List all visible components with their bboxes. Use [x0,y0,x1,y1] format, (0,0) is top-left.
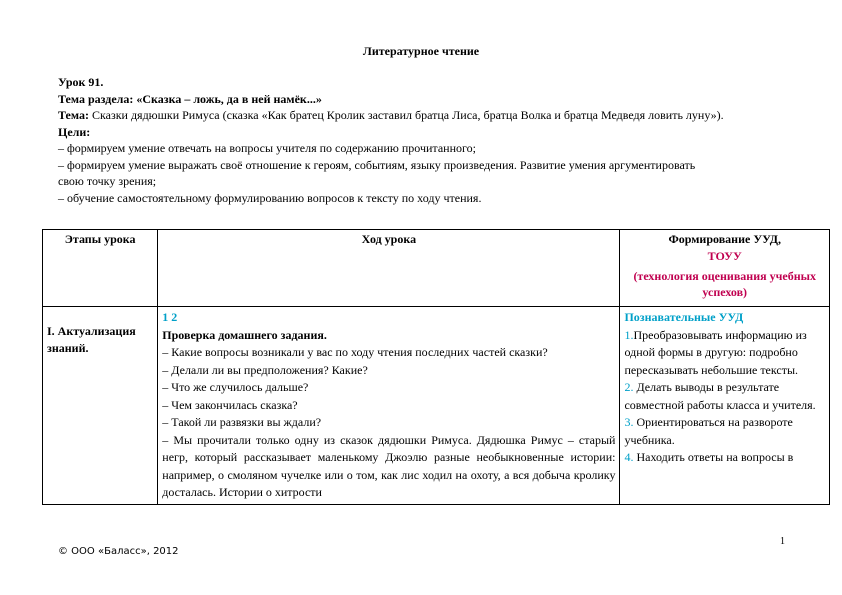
uud-item [624,449,825,467]
uud-item-number: 1. [624,327,634,342]
topic-value: Сказки дядюшки Римуса (сказка «Как братец Кролик заставил братца Лиса, братца Волка и братца Медведя ловить луну»). [91,108,724,122]
course-line: – Делали ли вы предположения? Какие? [162,362,368,377]
goal-item: – формируем умение отвечать на вопросы учителя по содержанию прочитанного; [58,141,476,155]
section-value: «Сказка – ложь, да в ней намёк...» [136,91,322,106]
lesson-intro [58,74,798,206]
table-row [43,307,830,505]
uud-item-number: 3. [624,415,634,429]
header-course: Ход урока [158,230,620,307]
page-number: 1 [780,536,785,547]
header-stages: Этапы урока [43,230,158,307]
header-uud-title: Формирование УУД, [668,232,781,246]
uud-item [624,327,825,380]
course-line: – Чем закончилась сказка? [162,397,298,412]
topic-line [58,107,798,124]
uud-item-number: 2. [624,380,634,394]
header-uud-touu: ТОУУ [707,249,742,263]
stage-cell: I. Актуализация знаний. [43,307,158,505]
table-header-row [43,230,830,307]
course-line: Проверка домашнего задания. [162,327,327,342]
course-line: – Такой ли развязки вы ждали? [162,415,322,429]
course-cell [158,307,620,505]
goal-item: – формируем умение выражать своё отношение к героям, событиям, языку произведения. Развитие умения аргументировать свою точку зрения; [58,157,696,188]
lesson-table [42,229,830,505]
page-title: Литературное чтение [362,44,480,58]
goal-item: – обучение самостоятельному формулированию вопросов к тексту по ходу чтения. [58,190,482,205]
course-line: – Мы прочитали только одну из сказок дядюшки Римуса. Дядюшка Римус – старый негр, который рассказывает маленькому Джоэлю разные необыкновенные истории: например, о смоляном чучелке или о том, как лис ходил на охоту, а вся добыча кролику досталась. Истории о хитрости [162,432,616,499]
section-label: Тема раздела: [58,91,134,106]
topic-label: Тема: [58,108,89,122]
uud-item [624,414,825,449]
header-uud [620,230,830,307]
section-line [58,91,798,108]
uud-item [624,379,825,414]
uud-item-number: 4. [624,450,634,464]
uud-item-text: Преобразовывать информацию из одной формы в другую: подробно пересказывать небольшие тексты. [624,327,807,377]
course-line: – Какие вопросы возникали у вас по ходу чтения последних частей сказки? [162,345,548,359]
uud-cell [620,307,830,505]
uud-item-text: Находить ответы на вопросы в [636,450,794,464]
goals-label: Цели: [58,124,91,139]
header-uud-tech: (технология оценивания учебных успехов) [633,269,817,299]
course-line: – Что же случилось дальше? [162,380,309,394]
footer-copyright: © ООО «Баласс», 2012 [58,546,179,557]
lesson-number: Урок 91. [58,75,104,89]
slide-numbers: 1 2 [162,310,178,324]
uud-item-text: Ориентироваться на развороте учебника. [624,415,793,447]
uud-heading: Познавательные УУД [624,310,744,324]
uud-item-text: Делать выводы в результате совместной работы класса и учителя. [624,380,816,412]
